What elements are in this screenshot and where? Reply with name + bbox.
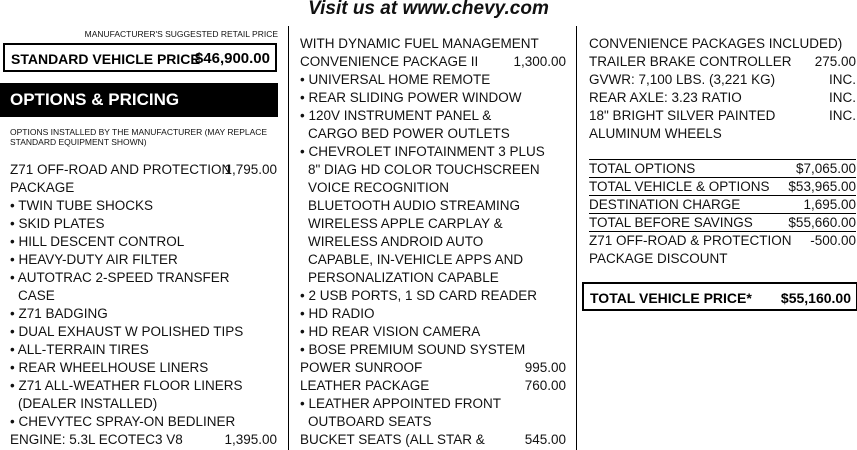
- line-item-price: 275.00: [814, 54, 856, 69]
- line-item-text: • HD RADIO: [300, 306, 375, 321]
- line-item-price: 1,300.00: [513, 54, 566, 69]
- line-item-text: • CHEVROLET INFOTAINMENT 3 PLUS: [300, 144, 545, 159]
- line-item-text: • Z71 ALL-WEATHER FLOOR LINERS: [10, 378, 243, 393]
- total-vehicle-price-value: $55,160.00: [780, 290, 851, 306]
- line-item-price: INC.: [829, 72, 856, 87]
- line-item-text: • CHEVYTEC SPRAY-ON BEDLINER: [10, 414, 236, 429]
- line-item-text: • Z71 BADGING: [10, 306, 108, 321]
- standard-price-box: [3, 43, 277, 72]
- line-item-price: $7,065.00: [795, 161, 856, 176]
- column-divider-2: [576, 26, 577, 450]
- line-item-text: WITH DYNAMIC FUEL MANAGEMENT: [300, 36, 539, 51]
- line-item-text: 18" BRIGHT SILVER PAINTED: [589, 108, 776, 123]
- line-item-text: (DEALER INSTALLED): [18, 396, 158, 411]
- column-divider-1: [288, 26, 289, 450]
- line-item-text: TOTAL OPTIONS: [589, 161, 696, 176]
- line-item-price: 760.00: [524, 378, 566, 393]
- line-item-text: • TWIN TUBE SHOCKS: [10, 198, 153, 213]
- website-url-header: Visit us at www.chevy.com: [308, 0, 549, 19]
- line-item-text: TRAILER BRAKE CONTROLLER: [589, 54, 792, 69]
- line-item-text: ENGINE: 5.3L ECOTEC3 V8: [10, 432, 183, 447]
- line-item-text: ALUMINUM WHEELS: [589, 126, 722, 141]
- line-item-price: INC.: [829, 108, 856, 123]
- line-item-text: • HILL DESCENT CONTROL: [10, 234, 185, 249]
- line-item-text: BLUETOOTH AUDIO STREAMING: [308, 198, 521, 213]
- line-item-text: PACKAGE DISCOUNT: [589, 251, 728, 266]
- total-vehicle-price-label: TOTAL VEHICLE PRICE*: [590, 290, 752, 306]
- line-item-text: WIRELESS ANDROID AUTO: [308, 234, 484, 249]
- standard-price-label: STANDARD VEHICLE PRICE: [11, 51, 200, 67]
- line-item-text: PERSONALIZATION CAPABLE: [308, 270, 499, 285]
- line-item-price: INC.: [829, 90, 856, 105]
- line-item-price: -500.00: [810, 233, 856, 248]
- line-item-text: CONVENIENCE PACKAGES INCLUDED): [589, 36, 843, 51]
- line-item-text: • LEATHER APPOINTED FRONT: [300, 396, 502, 411]
- line-item-text: • AUTOTRAC 2-SPEED TRANSFER: [10, 270, 230, 285]
- line-item-price: 1,795.00: [224, 162, 277, 177]
- line-item-text: BUCKET SEATS (ALL STAR &: [300, 432, 485, 447]
- line-item-text: Z71 OFF-ROAD AND PROTECTION: [10, 162, 232, 177]
- line-item-price: 995.00: [524, 360, 566, 375]
- line-item-price: 1,395.00: [224, 432, 277, 447]
- line-item-price: $53,965.00: [788, 179, 856, 194]
- line-item-text: • SKID PLATES: [10, 216, 105, 231]
- line-item-text: OUTBOARD SEATS: [308, 414, 432, 429]
- line-item-text: TOTAL VEHICLE & OPTIONS: [589, 179, 770, 194]
- line-item-price: 1,695.00: [803, 197, 856, 212]
- total-vehicle-price-box: [582, 282, 857, 311]
- line-item-text: CONVENIENCE PACKAGE II: [300, 54, 479, 69]
- options-pricing-title: OPTIONS & PRICING: [10, 90, 180, 109]
- line-item-text: PACKAGE: [10, 180, 75, 195]
- line-item-text: GVWR: 7,100 LBS. (3,221 KG): [589, 72, 776, 87]
- standard-price-value: $46,900.00: [194, 50, 270, 67]
- line-item-text: REAR AXLE: 3.23 RATIO: [589, 90, 742, 105]
- line-item-text: DESTINATION CHARGE: [589, 197, 741, 212]
- line-item-text: Z71 OFF-ROAD & PROTECTION: [589, 233, 792, 248]
- line-item-text: WIRELESS APPLE CARPLAY &: [308, 216, 503, 231]
- options-note: OPTIONS INSTALLED BY THE MANUFACTURER (MAY REPLACE STANDARD EQUIPMENT SHOWN): [10, 127, 268, 147]
- line-item-text: CASE: [18, 288, 55, 303]
- line-item-text: • HEAVY-DUTY AIR FILTER: [10, 252, 178, 267]
- line-item-text: CAPABLE, IN-VEHICLE APPS AND: [308, 252, 524, 267]
- line-item-text: • REAR SLIDING POWER WINDOW: [300, 90, 522, 105]
- line-item-text: • REAR WHEELHOUSE LINERS: [10, 360, 209, 375]
- line-item-text: LEATHER PACKAGE: [300, 378, 430, 393]
- line-item-text: • UNIVERSAL HOME REMOTE: [300, 72, 491, 87]
- options-pricing-header: [0, 83, 278, 117]
- line-item-text: • 2 USB PORTS, 1 SD CARD READER: [300, 288, 538, 303]
- line-item-text: • DUAL EXHAUST W POLISHED TIPS: [10, 324, 244, 339]
- line-item-price: 545.00: [524, 432, 566, 447]
- line-item-text: • ALL-TERRAIN TIRES: [10, 342, 149, 357]
- msrp-label: MANUFACTURER'S SUGGESTED RETAIL PRICE: [84, 29, 278, 39]
- line-item-text: • HD REAR VISION CAMERA: [300, 324, 481, 339]
- line-item-price: $55,660.00: [788, 215, 856, 230]
- line-item-text: TOTAL BEFORE SAVINGS: [589, 215, 753, 230]
- totals-top-rule: [589, 159, 856, 160]
- line-item-text: • BOSE PREMIUM SOUND SYSTEM: [300, 342, 526, 357]
- line-item-text: CARGO BED POWER OUTLETS: [308, 126, 510, 141]
- line-item-text: 8" DIAG HD COLOR TOUCHSCREEN: [308, 162, 540, 177]
- line-item-text: POWER SUNROOF: [300, 360, 423, 375]
- line-item-text: VOICE RECOGNITION: [308, 180, 450, 195]
- line-item-text: • 120V INSTRUMENT PANEL &: [300, 108, 492, 123]
